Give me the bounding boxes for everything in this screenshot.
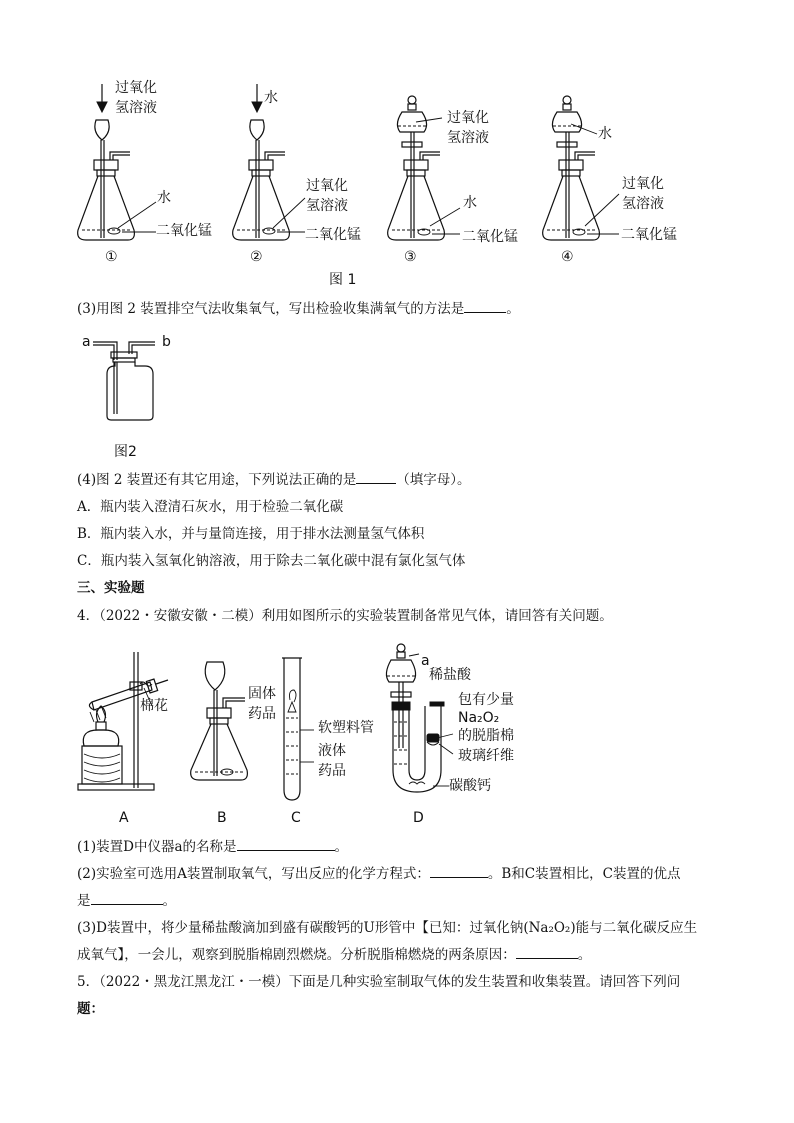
label-na2o2-line3: 的脱脂棉	[458, 728, 514, 744]
apparatus-3-mno2-label: 二氧化锰	[462, 229, 518, 245]
label-liquid-reagent: 液体 药品	[318, 743, 346, 779]
option-a: A．瓶内装入澄清石灰水，用于检验二氧化碳	[77, 499, 344, 515]
answer-blank[interactable]	[237, 836, 335, 851]
answer-blank[interactable]	[91, 890, 163, 905]
label-cotton: 棉花	[140, 698, 168, 714]
label-a: A	[119, 810, 129, 826]
label-c: C	[291, 810, 301, 826]
apparatus-b-diagram	[183, 650, 283, 810]
question-3-part-4: (4)图 2 装置还有其它用途，下列说法正确的是 （填字母）。	[77, 469, 471, 491]
apparatus-3-water-label: 水	[463, 195, 477, 211]
apparatus-2-h2o2-label: 过氧化 氢溶液	[306, 178, 348, 214]
apparatus-a-diagram	[72, 650, 182, 810]
option-b: B．瓶内装入水，并与量筒连接，用于排水法测量氢气体积	[77, 526, 425, 542]
label-glass-fiber: 玻璃纤维	[458, 748, 514, 764]
figure-2-label-a: a	[82, 334, 91, 350]
label-na2o2-line2: Na₂O₂	[458, 710, 500, 726]
question-4-part-3-cont: 成氧气】，一会儿，观察到脱脂棉剧烈燃烧。分析脱脂棉燃烧的两条原因： 。	[77, 944, 591, 966]
label-caco3: 碳酸钙	[449, 778, 491, 794]
apparatus-2-mno2-label: 二氧化锰	[305, 227, 361, 243]
question-4-part-1: (1)装置D中仪器a的名称是 。	[77, 836, 348, 858]
label-solid-reagent: 固体 药品	[248, 686, 276, 722]
answer-blank[interactable]	[356, 469, 396, 484]
apparatus-1-water-label: 水	[157, 190, 171, 206]
question-4-stem: 4．（2022・安徽安徽・二模）利用如图所示的实验装置制备常见气体，请回答有关问题。	[77, 608, 613, 624]
question-3-part-3: (3)用图 2 装置排空气法收集氧气，写出检验收集满氧气的方法是 。	[77, 298, 520, 320]
question-4-part-2: (2)实验室可选用A装置制取氧气，写出反应的化学方程式： 。B和C装置相比，C装置的优点	[77, 863, 680, 885]
label-b: B	[217, 810, 227, 826]
question-4-part-3: (3)D装置中，将少量稀盐酸滴加到盛有碳酸钙的U形管中【已知：过氧化钠(Na₂O₂)能与二氧化碳反应生	[77, 920, 698, 936]
label-soft-plastic-tube: 软塑料管	[318, 720, 374, 736]
apparatus-4-h2o2-label: 过氧化 氢溶液	[622, 176, 664, 212]
apparatus-3-number: ③	[404, 249, 417, 265]
answer-blank[interactable]	[516, 944, 578, 959]
figure-1-caption: 图 1	[329, 272, 357, 288]
apparatus-2-number: ②	[250, 249, 263, 265]
label-dilute-hcl: 稀盐酸	[429, 667, 471, 683]
figure-2-label-b: b	[162, 334, 171, 350]
apparatus-1-number: ①	[105, 249, 118, 265]
question-4-part-2-cont: 是 。	[77, 890, 176, 912]
apparatus-4-top-label: 水	[598, 126, 612, 142]
answer-blank[interactable]	[430, 863, 488, 878]
option-c: C．瓶内装入氢氧化钠溶液，用于除去二氧化碳中混有氯化氢气体	[77, 553, 466, 569]
question-5-line-2: 题：	[77, 1001, 104, 1017]
question-5-line-1: 5．（2022・黑龙江黑龙江・一模）下面是几种实验室制取气体的发生装置和收集装置。请回答下列问	[77, 974, 681, 990]
label-d: D	[413, 810, 424, 826]
apparatus-2-top-label: 水	[264, 90, 278, 106]
label-instrument-a: a	[421, 653, 430, 669]
answer-blank[interactable]	[464, 298, 506, 313]
apparatus-4-mno2-label: 二氧化锰	[621, 227, 677, 243]
apparatus-1-top-label: 过氧化 氢溶液	[115, 80, 157, 116]
apparatus-4-number: ④	[561, 249, 574, 265]
label-na2o2-line1: 包有少量	[458, 692, 514, 708]
apparatus-1-mno2-label: 二氧化锰	[156, 223, 212, 239]
apparatus-3-top-label: 过氧化 氢溶液	[447, 110, 489, 146]
section-heading: 三、实验题	[77, 580, 145, 596]
figure-2-caption: 图2	[114, 444, 137, 460]
